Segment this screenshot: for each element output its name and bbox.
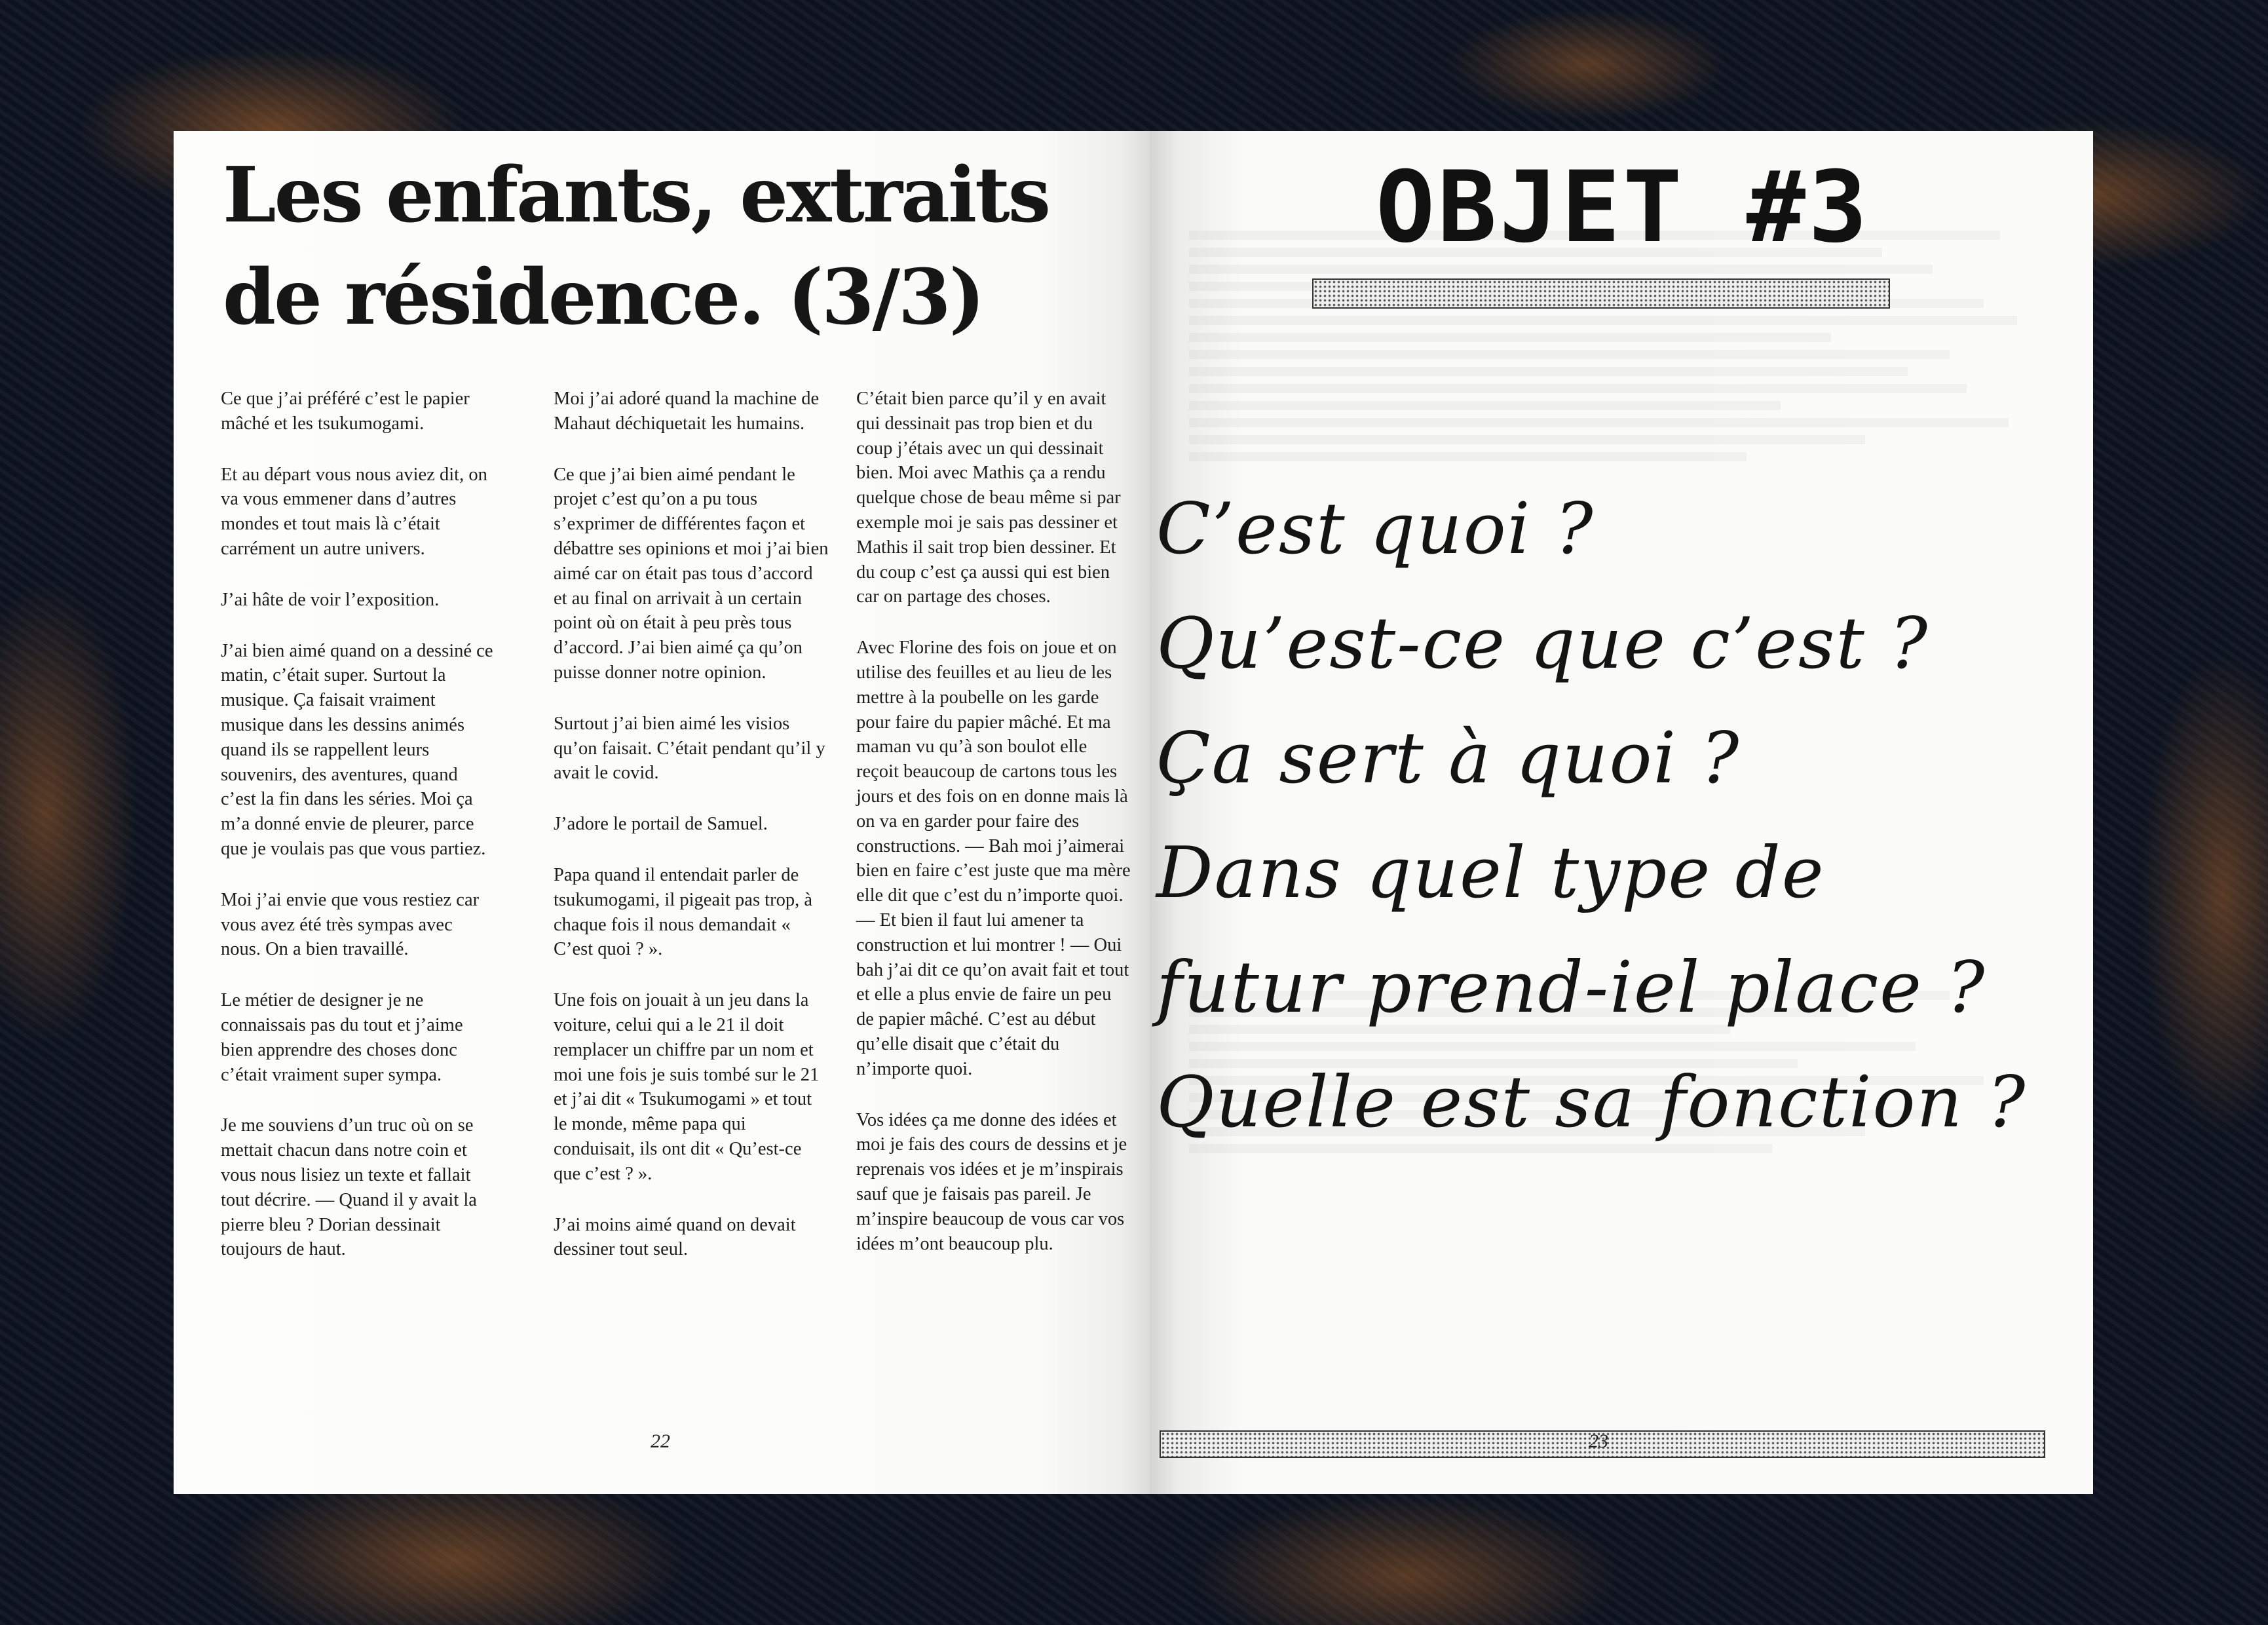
paragraph: Vos idées ça me donne des idées et moi je fais des cours de dessins et je reprenais vos idées et je m’inspirais sauf que je faisais pas pareil. Je m’inspire beaucoup de vous car vos idées m’ont beaucoup plu. bbox=[856, 1109, 1127, 1254]
paragraph: Avec Florine des fois on joue et on utilise des feuilles et au lieu de les mettre à la poubelle on les garde pour faire du papier mâché. Et ma maman vu qu’à son boulot elle reçoit beaucoup de cartons tous les jours et des fois on en donne mais là on va en garder pour faire des constructions. — Bah moi j’aimerai bien en faire c’est juste que ma mère elle dit que c’est du n’importe quoi. — Et bien il faut lui amener ta construction et lui montrer ! — Oui bah j’ai dit ce qu’on avait fait et tout et elle a plus envie de faire un peu de papier mâché. C’est au début qu’elle disait que c’était du n’importe quoi. bbox=[856, 638, 1131, 1079]
title-line: Les enfants, extraits bbox=[223, 151, 1049, 240]
page-number: 22 bbox=[651, 1430, 670, 1452]
paragraph: Moi j’ai adoré quand la machine de Mahaut déchiquetait les humains. bbox=[554, 389, 820, 434]
paragraph: Moi j’ai envie que vous restiez car vous avez été très sympas avec nous. On a bien travaillé. bbox=[221, 889, 480, 960]
paragraph: J’ai bien aimé quand on a dessiné ce matin, c’était super. Surtout la musique. Ça faisait vraiment musique dans les dessins animés quand ils se rappellent leurs souvenirs, des aventures, quand c’est la fin dans les séries. Moi ça m’a donné envie de pleurer, parce que je voulais pas que vous partiez. bbox=[221, 640, 493, 859]
object-heading: OBJET #3 bbox=[1376, 151, 1870, 265]
right-page bbox=[1150, 131, 2093, 1494]
paragraph: Le métier de designer je ne connaissais pas du tout et j’aime bien apprendre des choses donc c’était vraiment super sympa. bbox=[221, 990, 463, 1085]
paragraph: Papa quand il entendait parler de tsukumogami, il pigeait pas trop, à chaque fois il nous demandait « C’est quoi ? ». bbox=[554, 864, 812, 960]
paragraph: Ce que j’ai bien aimé pendant le projet c’est qu’on a pu tous s’exprimer de différentes façon et débattre ses opinions et moi j’ai bien aimé car on était pas tous d’accord et au final on arrivait à un certain point où on était à peu près tous d’accord. J’ai bien aimé ça qu’on puisse donner notre opinion. bbox=[554, 464, 829, 683]
question-line: futur prend-iel place ? bbox=[1156, 947, 1986, 1029]
paragraph: Et au départ vous nous aviez dit, on va vous emmener dans d’autres mondes et tout mais là c’était carrément un autre univers. bbox=[221, 464, 487, 559]
paragraph: Une fois on jouait à un jeu dans la voiture, celui qui a le 21 il doit remplacer un chiffre par un nom et moi une fois je suis tombé sur le 21 et j’ai dit « Tsukumogami » et tout le monde, même papa qui conduisait, ils ont dit « Qu’est-ce que c’est ? ». bbox=[554, 990, 820, 1184]
title-line: de résidence. (3/3) bbox=[223, 253, 983, 342]
left-page bbox=[174, 131, 1150, 1494]
dotted-bar bbox=[1312, 278, 1890, 309]
paragraph: Je me souviens d’un truc où on se mettait chacun dans notre coin et vous nous lisiez un texte et fallait tout décrire. — Quand il y avait la pierre bleu ? Dorian dessinait toujours de haut. bbox=[221, 1115, 477, 1260]
question-line: Qu’est-ce que c’est ? bbox=[1156, 603, 1929, 685]
question-line: Ça sert à quoi ? bbox=[1156, 717, 1741, 799]
paragraph: Ce que j’ai préféré c’est le papier mâché et les tsukumogami. bbox=[221, 389, 470, 434]
page-title bbox=[223, 144, 1114, 349]
question-line: C’est quoi ? bbox=[1156, 488, 1595, 570]
paragraph: J’ai moins aimé quand on devait dessiner tout seul. bbox=[554, 1214, 796, 1260]
text-column-2 bbox=[554, 387, 829, 1288]
paragraph: C’était bien parce qu’il y en avait qui dessinait pas trop bien et du coup j’étais avec un qui dessinait bien. Moi avec Mathis ça a rendu quelque chose de beau même si par exemple moi je sais pas dessiner et Mathis il sait trop bien dessiner. Et du coup c’est ça aussi qui est bien car on partage des choses. bbox=[856, 389, 1121, 607]
paragraph: J’adore le portail de Samuel. bbox=[554, 814, 768, 835]
paragraph: Surtout j’ai bien aimé les visios qu’on faisait. C’était pendant qu’il y avait le covid. bbox=[554, 713, 825, 784]
question-line: Quelle est sa fonction ? bbox=[1156, 1061, 2027, 1143]
questions-block bbox=[1156, 472, 2087, 1160]
text-column-1 bbox=[221, 387, 496, 1288]
paragraph: J’ai hâte de voir l’exposition. bbox=[221, 589, 440, 610]
page-number: 23 bbox=[1589, 1430, 1608, 1452]
question-line: Dans quel type de bbox=[1156, 832, 1825, 914]
text-column-3 bbox=[856, 387, 1131, 1282]
